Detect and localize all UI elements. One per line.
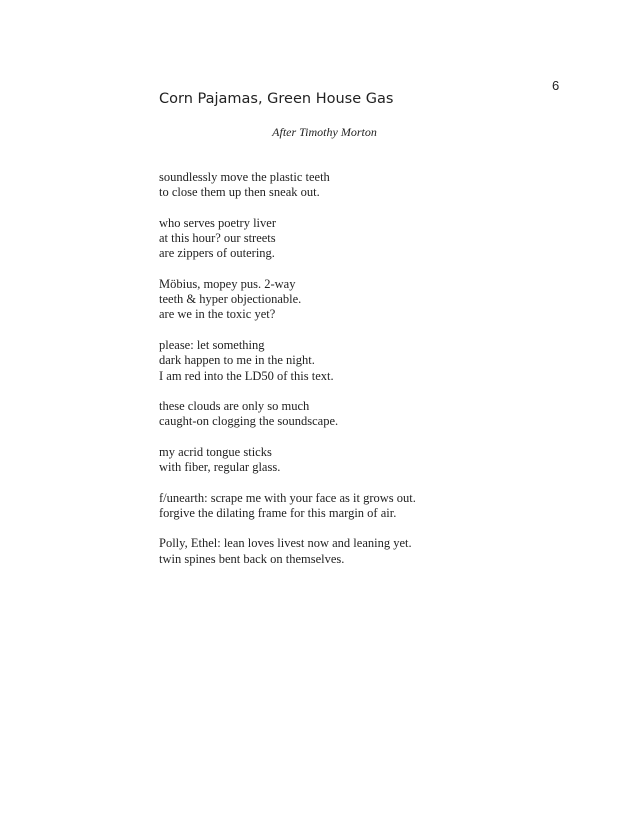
stanza xyxy=(159,170,416,201)
poem-line: Polly, Ethel: lean loves livest now and leaning yet. xyxy=(159,536,412,551)
poem-line: are we in the toxic yet? xyxy=(159,307,276,322)
poem-line: f/unearth: scrape me with your face as it grows out. xyxy=(159,490,416,505)
poem-title: Corn Pajamas, Green House Gas xyxy=(159,91,394,107)
poem-line: my acrid tongue sticks xyxy=(159,444,272,459)
poem-line: teeth & hyper objectionable. xyxy=(159,292,302,307)
stanza xyxy=(159,491,416,522)
poem-line: I am red into the LD50 of this text. xyxy=(159,368,334,383)
poem-body xyxy=(159,170,416,582)
poem-line: with fiber, regular glass. xyxy=(159,460,281,475)
poem-line: these clouds are only so much xyxy=(159,399,310,414)
page-number: 6 xyxy=(552,78,560,93)
poem-line: forgive the dilating frame for this margin of air. xyxy=(159,505,397,520)
stanza xyxy=(159,536,416,567)
poem-line: soundlessly move the plastic teeth xyxy=(159,170,330,184)
poem-line: who serves poetry liver xyxy=(159,215,276,230)
poem-line: please: let something xyxy=(159,337,265,352)
stanza xyxy=(159,445,416,476)
poem-line: twin spines bent back on themselves. xyxy=(159,551,345,566)
stanza xyxy=(159,216,416,262)
poem-line: at this hour? our streets xyxy=(159,231,276,246)
stanza xyxy=(159,277,416,323)
epigraph: After Timothy Morton xyxy=(272,125,377,139)
poem-line: to close them up then sneak out. xyxy=(159,185,320,200)
stanza xyxy=(159,338,416,384)
poem-line: are zippers of outering. xyxy=(159,246,275,261)
poem-line: Möbius, mopey pus. 2-way xyxy=(159,276,296,291)
poem-line: caught-on clogging the soundscape. xyxy=(159,414,339,429)
stanza xyxy=(159,399,416,430)
poem-line: dark happen to me in the night. xyxy=(159,353,315,368)
